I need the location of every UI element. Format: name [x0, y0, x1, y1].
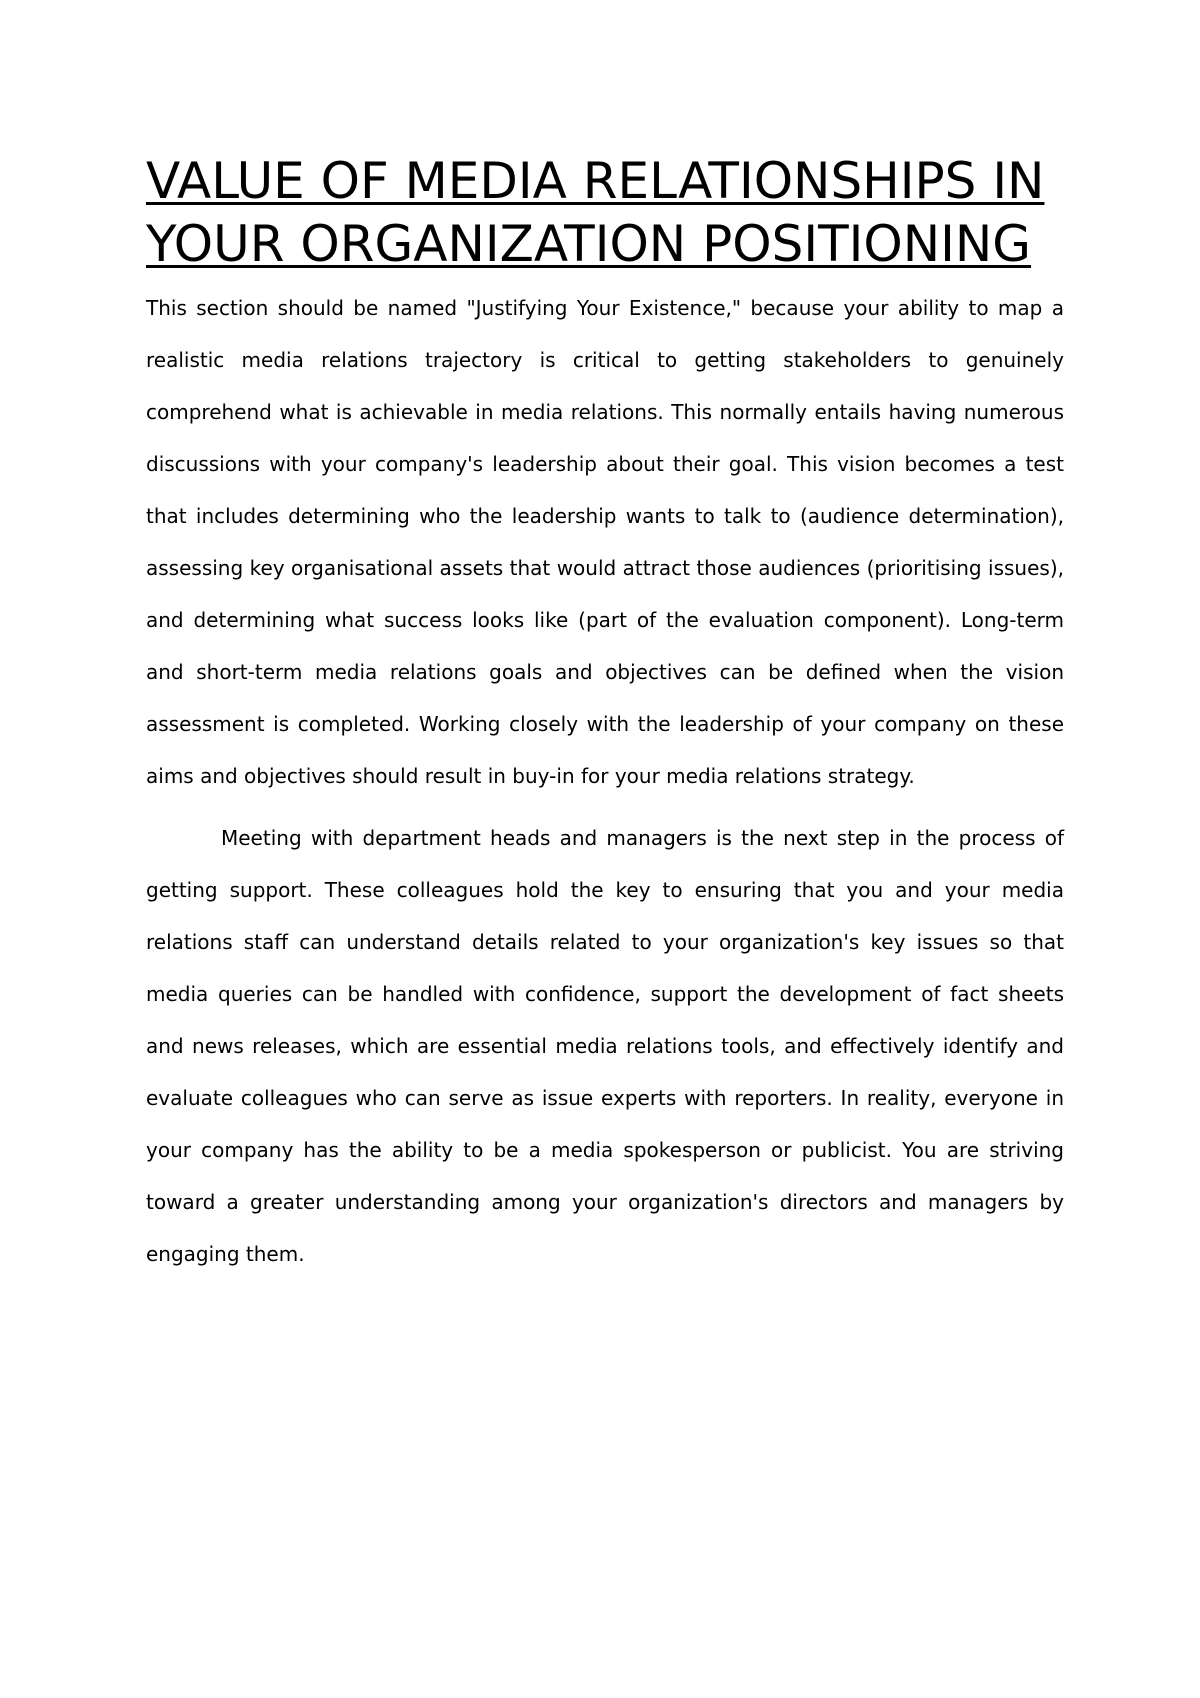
document-title: VALUE OF MEDIA RELATIONSHIPS IN YOUR ORGANIZATION POSITIONING	[146, 152, 1045, 273]
body-paragraph-2: Meeting with department heads and managers is the next step in the process of getting support. These colleagues hold the key to ensuring that you and your media relations staff can understand details related to your organization's key issues so that media queries can be handled with confidence, support the development of fact sheets and news releases, which are essential media relations tools, and effectively identify and evaluate colleagues who can serve as issue experts with reporters. In reality, everyone in your company has the ability to be a media spokesperson or publicist. You are striving toward a greater understanding among your organization's directors and managers by engaging them.	[146, 826, 1064, 1266]
document-body	[146, 150, 1064, 1280]
body-paragraph-1: This section should be named "Justifying Your Existence," because your ability to map a realistic media relations trajectory is critical to getting stakeholders to genuinely comprehend what is achievable in media relations. This normally entails having numerous discussions with your company's leadership about their goal. This vision becomes a test that includes determining who the leadership wants to talk to (audience determination), assessing key organisational assets that would attract those audiences (prioritising issues), and determining what success looks like (part of the evaluation component). Long-term and short-term media relations goals and objectives can be defined when the vision assessment is completed. Working closely with the leadership of your company on these aims and objectives should result in buy-in for your media relations strategy.	[146, 296, 1064, 788]
